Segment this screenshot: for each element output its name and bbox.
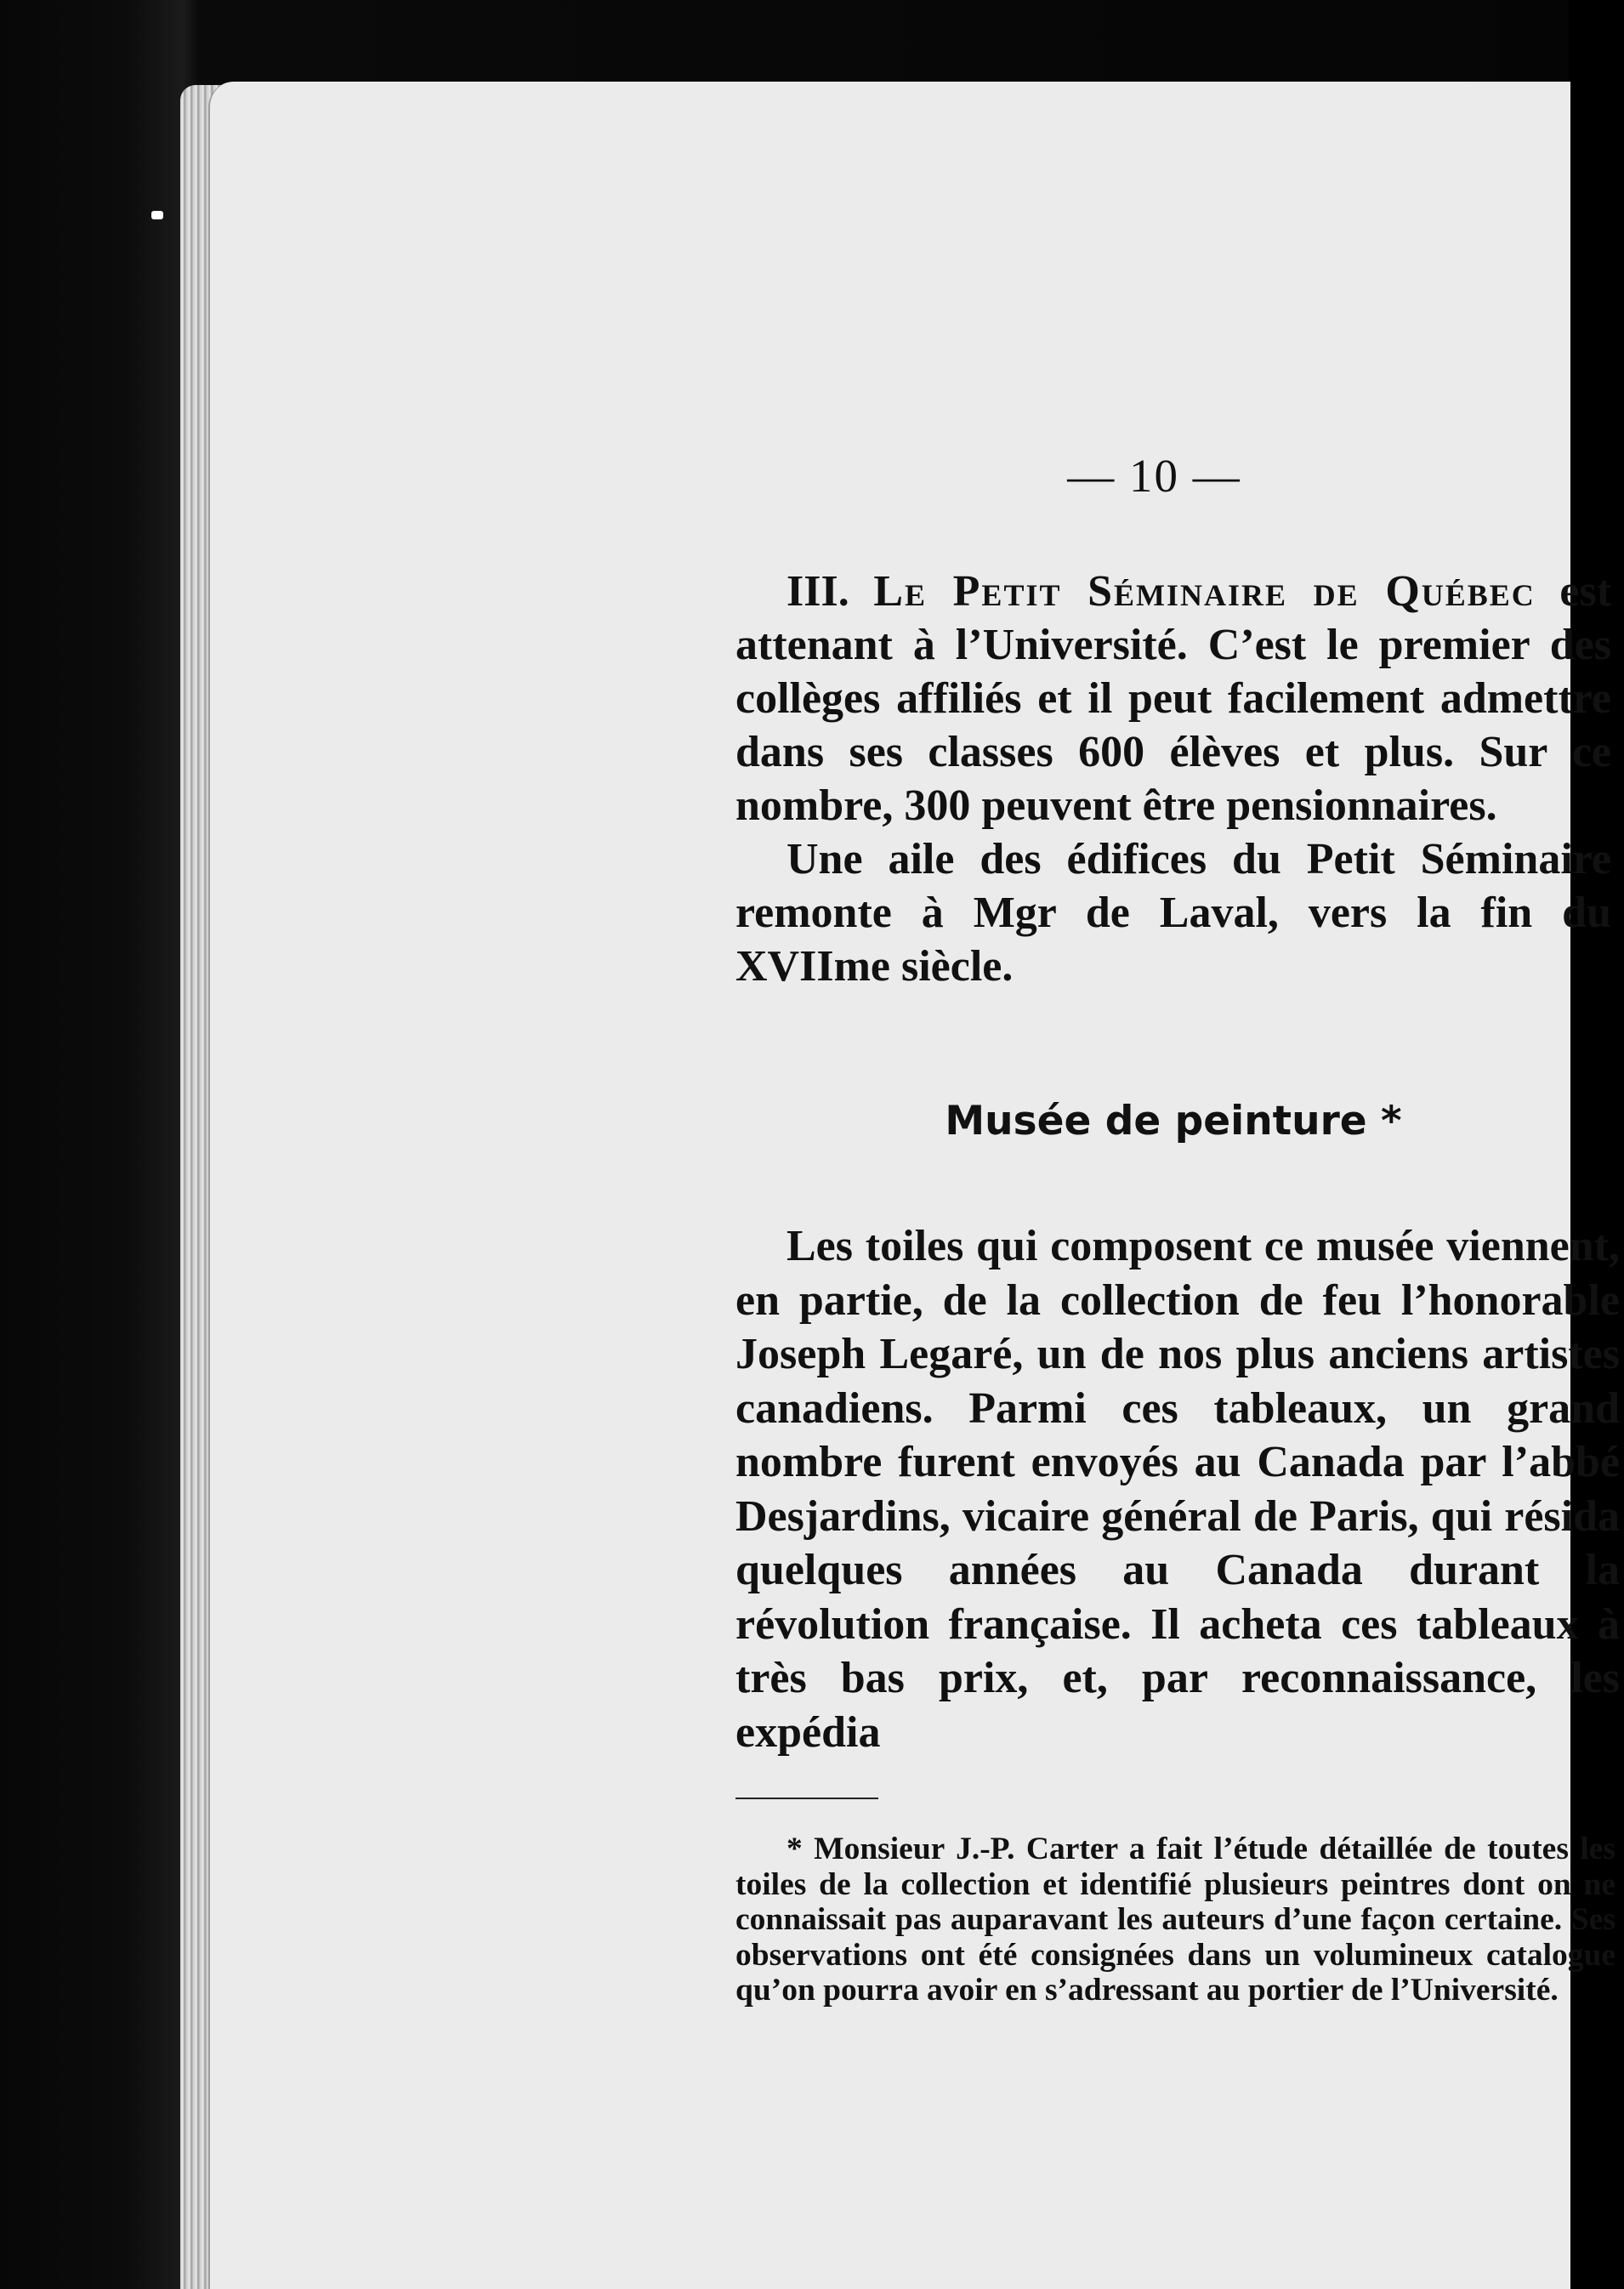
intro-title bbox=[873, 567, 1535, 616]
title-word: Petit bbox=[952, 567, 1062, 616]
scan-speck bbox=[151, 211, 163, 219]
title-word: de bbox=[1313, 567, 1360, 616]
page-number: — 10 — bbox=[1067, 450, 1241, 502]
section-text bbox=[735, 1219, 1620, 1759]
intro-paragraph bbox=[735, 565, 1611, 832]
footnote bbox=[735, 1832, 1615, 2008]
section-roman-numeral: III. bbox=[786, 567, 849, 616]
book-page bbox=[208, 82, 1620, 2289]
intro-text bbox=[735, 565, 1611, 993]
title-word: Séminaire bbox=[1087, 567, 1288, 616]
intro-paragraph-2: Une aile des édifices du Petit Séminaire remonte à Mgr de Laval, vers la fin du XVIIme siècle. bbox=[735, 835, 1611, 991]
title-word: Québec bbox=[1385, 567, 1536, 616]
title-word: Le bbox=[873, 567, 928, 616]
intro-paragraph-text: est attenant à l’Université. C’est le premier des collèges affiliés et il peut facilement admettre dans ses classes 600 élèves et plus. Sur ce nombre, 300 peuvent être pensionnaires. bbox=[735, 567, 1612, 830]
section-heading: Musée de peinture * bbox=[945, 1098, 1402, 1144]
footnote-rule bbox=[735, 1798, 878, 1799]
section-paragraph: Les toiles qui composent ce musée viennent, en partie, de la collection de feu l’honorable Joseph Legaré, un de nos plus anciens artistes canadiens. Parmi ces tableaux, un grand nombre furent envoyés au Canada par l’abbé Desjardins, vicaire général de Paris, qui résida quelques années au Canada durant la révolution française. Il acheta ces tableaux à très bas prix, et, par reconnaissance, les expédia bbox=[735, 1222, 1620, 1757]
footnote-text: * Monsieur J.-P. Carter a fait l’étude détaillée de toutes les toiles de la collection et identifié plusieurs peintres dont on ne connaissait pas auparavant les auteurs d’une façon certaine. Ses observations ont été consignées dans un volumineux catalogue qu’on pourra avoir en s’adressant au portier de l’Université. bbox=[735, 1832, 1615, 2008]
